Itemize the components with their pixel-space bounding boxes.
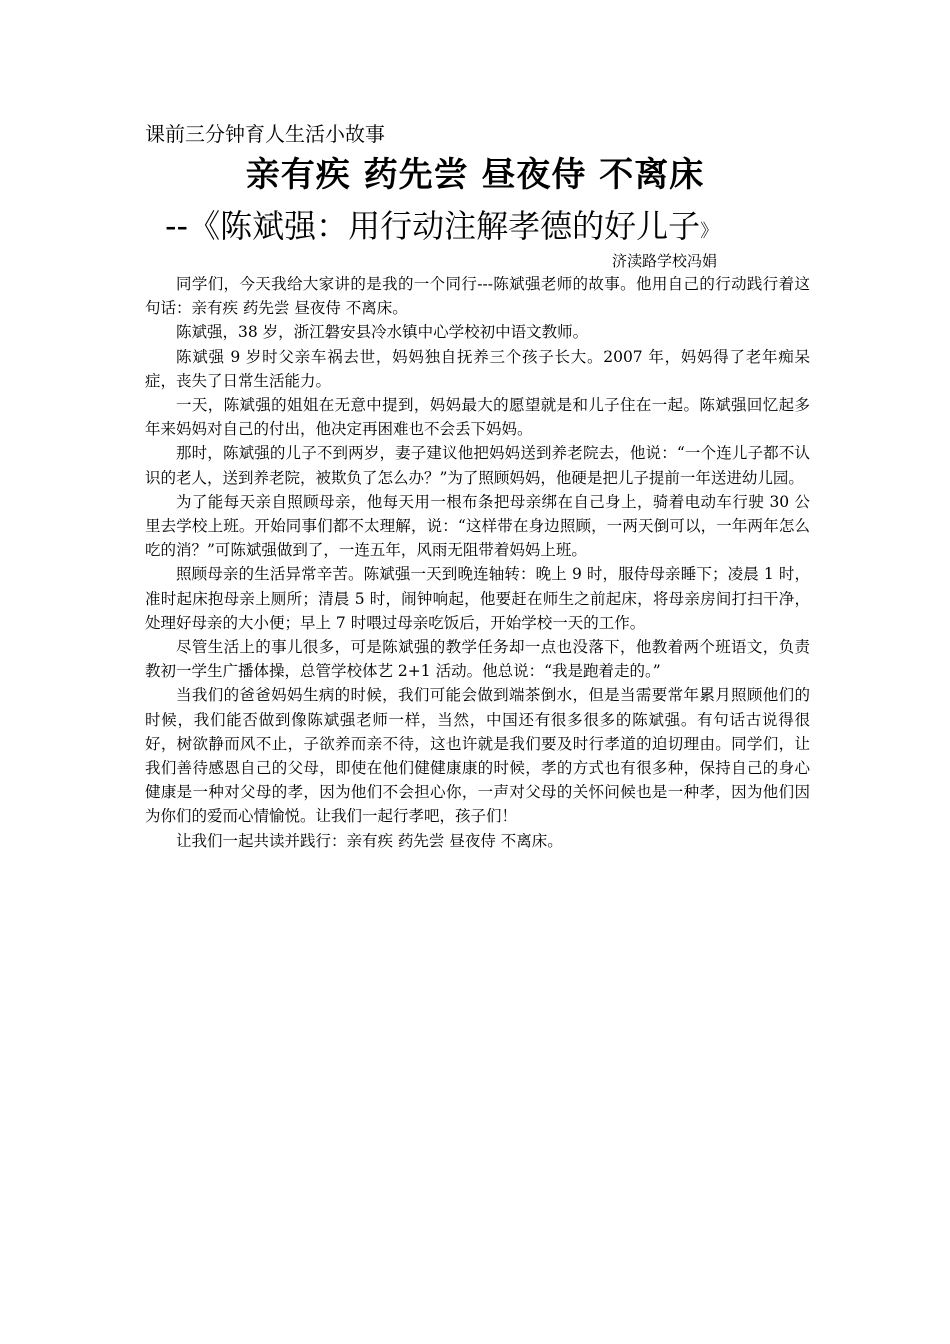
document-title: 亲有疾 药先尝 昼夜侍 不离床 [245,155,705,195]
subtitle-main: --《陈斌强：用行动注解孝德的好儿子 [165,207,701,245]
subtitle-close-mark: 》 [700,221,719,242]
author-line: 济渎路学校冯娟 [612,252,718,270]
paragraph: 那时，陈斌强的儿子不到两岁，妻子建议他把妈妈送到养老院去，他说：“一个连儿子都不认识的老人，送到养老院，被欺负了怎么办？”为了照顾妈妈，他硬是把儿子提前一年送进幼儿园。 [145,444,810,487]
paragraph: 让我们一起共读并践行：亲有疾 药先尝 昼夜侍 不离床。 [176,831,563,850]
document-subtitle [165,202,718,256]
paragraph: 尽管生活上的事儿很多，可是陈斌强的教学任务却一点也没落下，他教着两个班语文，负责教初一学生广播体操，总管学校体艺 2+1 活动。他总说：“我是跑着走的。” [145,638,810,681]
document-header: 课前三分钟育人生活小故事 [145,122,385,146]
paragraph: 陈斌强，38 岁，浙江磐安县冷水镇中心学校初中语文教师。 [176,323,589,342]
paragraph: 当我们的爸爸妈妈生病的时候，我们可能会做到端茶倒水，但是当需要常年累月照顾他们的时候，我们能否做到像陈斌强老师一样，当然，中国还有很多很多的陈斌强。有句话古说得很好，树欲静而风不止，子欲养而亲不待，这也许就是我们要及时行孝道的迫切理由。同学们，让我们善待感恩自己的父母，即使在他们健健康康的时候，孝的方式也有很多种，保持自己的身心健康是一种对父母的孝，因为他们不会担心你，一声对父母的关怀问候也是一种孝，因为他们因为你们的爱而心情愉悦。让我们一起行孝吧，孩子们！ [145,686,810,826]
body-text [145,272,810,853]
paragraph: 照顾母亲的生活异常辛苦。陈斌强一天到晚连轴转：晚上 9 时，服侍母亲睡下；凌晨 1 时，准时起床抱母亲上厕所；清晨 5 时，闹钟响起，他要赶在师生之前起床，将母亲房间打扫干净，处理好母亲的大小便；早上 7 时喂过母亲吃饭后，开始学校一天的工作。 [145,565,810,632]
paragraph: 一天，陈斌强的姐姐在无意中提到，妈妈最大的愿望就是和儿子住在一起。陈斌强回忆起多年来妈妈对自己的付出，他决定再困难也不会丢下妈妈。 [145,396,810,439]
paragraph: 同学们，今天我给大家讲的是我的一个同行---陈斌强老师的故事。他用自己的行动践行着这句话：亲有疾 药先尝 昼夜侍 不离床。 [145,275,810,318]
paragraph: 陈斌强 9 岁时父亲车祸去世，妈妈独自抚养三个孩子长大。2007 年，妈妈得了老年痴呆症，丧失了日常生活能力。 [145,347,810,390]
paragraph: 为了能每天亲自照顾母亲，他每天用一根布条把母亲绑在自己身上，骑着电动车行驶 30 公里去学校上班。开始同事们都不太理解，说：“这样带在身边照顾，一两天倒可以，一年两年怎么吃的消？”可陈斌强做到了，一连五年，风雨无阻带着妈妈上班。 [145,492,810,560]
